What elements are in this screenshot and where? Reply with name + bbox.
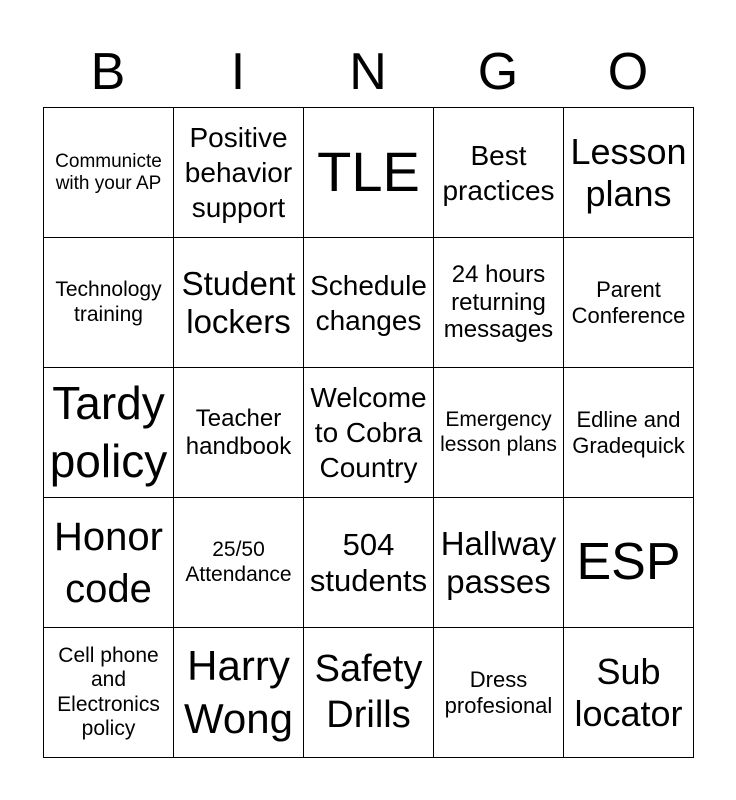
bingo-cell-label: Sub locator [574, 651, 683, 734]
bingo-header [43, 40, 693, 104]
header-letter-i: I [230, 43, 246, 101]
bingo-cell-label: Edline and Gradequick [572, 407, 685, 458]
bingo-cell[interactable] [564, 628, 694, 758]
bingo-cell[interactable] [44, 498, 174, 628]
header-letter-b: B [90, 43, 126, 101]
header-letter-g: G [477, 43, 519, 101]
bingo-cell-label: Lesson plans [570, 131, 687, 214]
bingo-cell[interactable] [44, 628, 174, 758]
bingo-cell-label: Tardy policy [49, 377, 168, 487]
bingo-cell[interactable] [434, 368, 564, 498]
header-letter-n: N [349, 43, 387, 101]
bingo-cell[interactable] [434, 498, 564, 628]
bingo-cell[interactable] [304, 108, 434, 238]
bingo-cell-label: ESP [576, 532, 681, 591]
bingo-cell-label: 25/50 Attendance [185, 538, 292, 586]
header-letter-o: O [607, 43, 649, 101]
bingo-cell[interactable] [304, 238, 434, 368]
bingo-cell-label: Teacher handbook [185, 404, 292, 460]
bingo-cell-label: Safety Drills [314, 647, 423, 736]
bingo-cell[interactable] [564, 238, 694, 368]
bingo-cell-label: 504 students [309, 526, 428, 598]
bingo-cell[interactable] [44, 108, 174, 238]
bingo-cell-label: Best practices [442, 139, 555, 206]
bingo-cell[interactable] [564, 368, 694, 498]
bingo-cell-label: Cell phone and Electronics policy [57, 644, 160, 740]
bingo-cell[interactable] [174, 628, 304, 758]
bingo-cell[interactable] [174, 368, 304, 498]
bingo-cell-label: Welcome to Cobra Country [310, 382, 427, 483]
bingo-cell-label: TLE [317, 140, 420, 204]
bingo-cell[interactable] [174, 108, 304, 238]
bingo-cell-label: Hallway passes [440, 524, 557, 600]
bingo-cell[interactable] [304, 498, 434, 628]
bingo-cell-label: Emergency lesson plans [440, 408, 557, 456]
bingo-cell-label: Harry Wong [184, 642, 293, 742]
bingo-cell[interactable] [174, 238, 304, 368]
bingo-cell[interactable] [304, 628, 434, 758]
bingo-cell-label: Communicte with your AP [55, 150, 162, 194]
bingo-cell[interactable] [434, 108, 564, 238]
bingo-cell[interactable] [44, 368, 174, 498]
bingo-cell-label: 24 hours returning messages [443, 261, 554, 344]
bingo-cell-label: Dress profesional [444, 667, 553, 718]
bingo-cell[interactable] [174, 498, 304, 628]
bingo-cell-label: Student lockers [181, 264, 296, 340]
bingo-board [43, 107, 694, 758]
bingo-cell-label: Positive behavior support [184, 122, 293, 223]
bingo-cell-label: Schedule changes [310, 269, 427, 336]
bingo-cell[interactable] [44, 238, 174, 368]
bingo-cell-label: Parent Conference [571, 277, 686, 328]
bingo-cell[interactable] [304, 368, 434, 498]
bingo-cell-label: Honor code [54, 514, 163, 611]
bingo-cell[interactable] [434, 628, 564, 758]
bingo-cell-label: Technology training [55, 278, 162, 326]
bingo-cell[interactable] [564, 498, 694, 628]
bingo-cell[interactable] [434, 238, 564, 368]
bingo-cell[interactable] [564, 108, 694, 238]
